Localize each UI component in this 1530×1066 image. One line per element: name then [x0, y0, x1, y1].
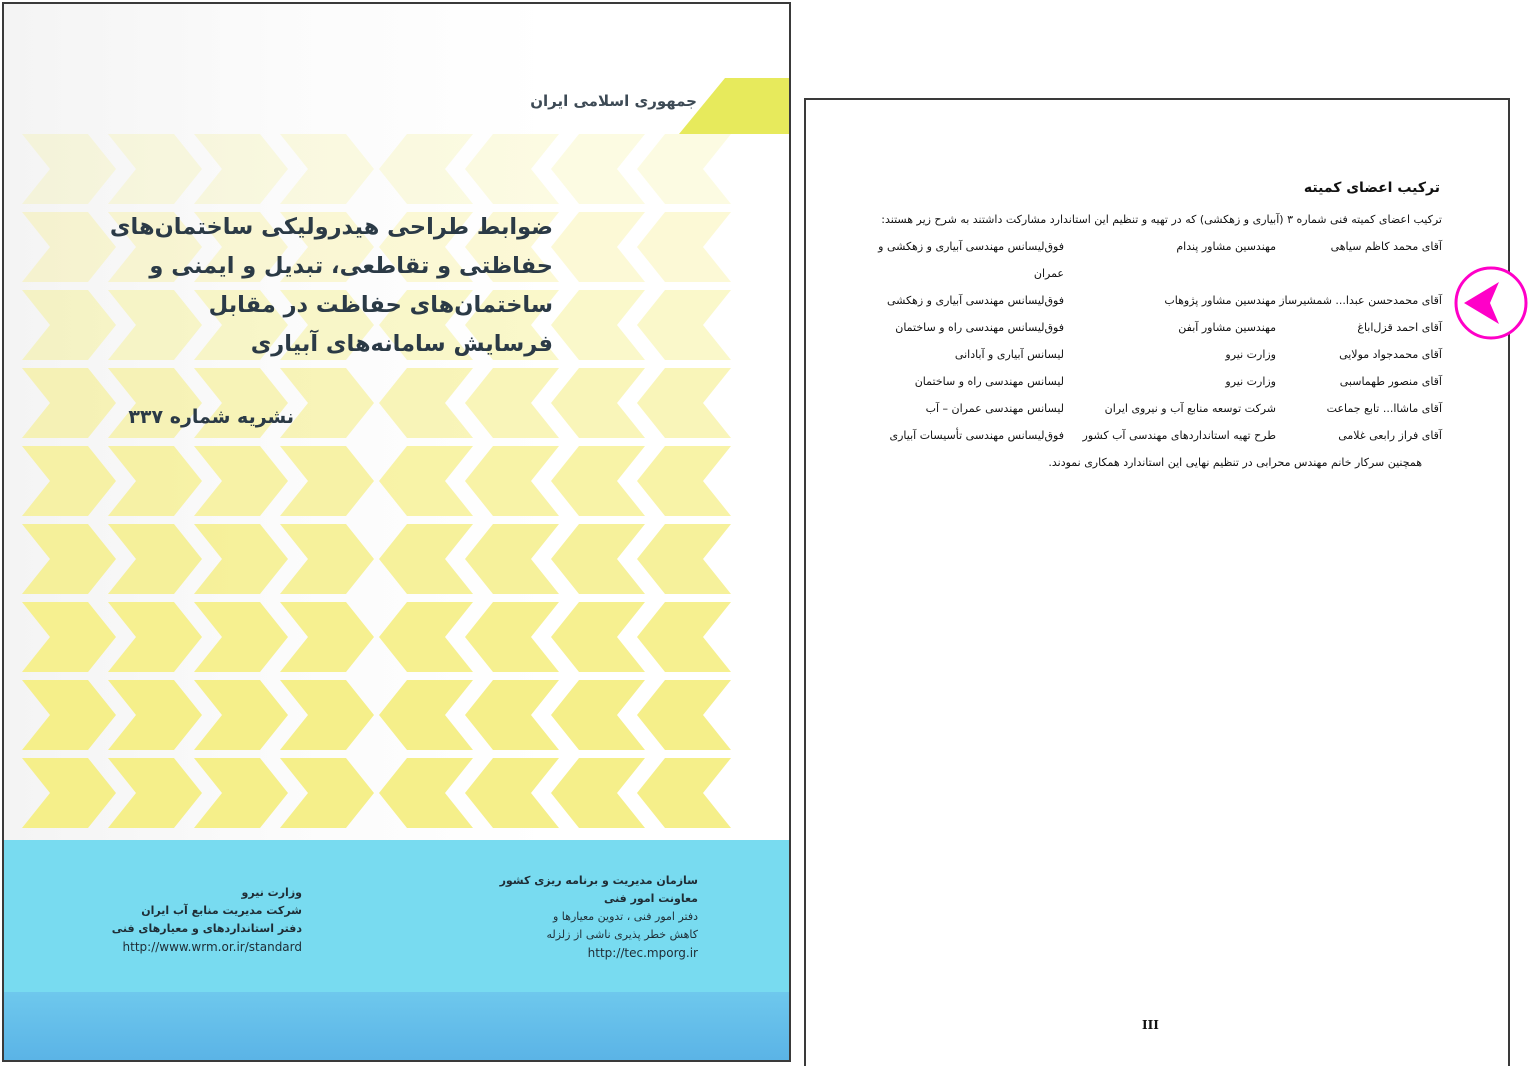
chevron-shape [637, 290, 731, 360]
chevron-shape [280, 758, 374, 828]
member-affiliation: وزارت نیرو [1225, 348, 1276, 361]
publisher-office-2: کاهش خطر پذیری ناشی از زلزله [546, 928, 698, 941]
acknowledgement-note: همچنین سرکار خانم مهندس محرابی در تنظیم نهایی این استاندارد همکاری نمودند. [1048, 456, 1422, 469]
chevron-shape [551, 446, 645, 516]
chevron-shape [379, 524, 473, 594]
title-line: ضوابط طراحی هیدرولیکی ساختمان‌های [109, 214, 553, 240]
chevron-shape [108, 524, 202, 594]
member-degree: فوق‌لیسانس مهندسی راه و ساختمان [895, 321, 1064, 334]
ministry-company: شرکت مدیریت منابع آب ایران [141, 904, 302, 917]
chevron-shape [108, 758, 202, 828]
chevron-shape [194, 446, 288, 516]
chevron-shape [551, 758, 645, 828]
member-affiliation: طرح تهیه استانداردهای مهندسی آب کشور [1082, 429, 1276, 442]
chevron-shape [22, 368, 116, 438]
chevron-shape [551, 290, 645, 360]
chevron-shape [379, 680, 473, 750]
member-name: آقای فراز رابعی غلامی [1338, 429, 1442, 442]
member-degree: فوق‌لیسانس مهندسی تأسیسات آبیاری [889, 429, 1064, 442]
member-affiliation: مهندسین مشاور پندام [1176, 240, 1276, 253]
arrow-left-icon[interactable] [1452, 266, 1530, 340]
chevron-shape [280, 446, 374, 516]
chevron-shape [637, 524, 731, 594]
publisher-url[interactable]: http://tec.mporg.ir [587, 946, 698, 960]
chevron-shape [194, 602, 288, 672]
chevron-shape [551, 602, 645, 672]
member-affiliation: مهندسین مشاور آبفن [1178, 321, 1276, 334]
chevron-shape [637, 212, 731, 282]
chevron-shape [22, 602, 116, 672]
chevron-pattern [4, 4, 789, 840]
chevron-shape [194, 134, 288, 204]
chevron-shape [379, 602, 473, 672]
chevron-shape [465, 680, 559, 750]
chevron-shape [465, 602, 559, 672]
title-line: ساختمان‌های حفاظت در مقابل [208, 292, 553, 318]
member-name: آقای احمد قزل‌اباغ [1357, 321, 1442, 334]
chevron-shape [280, 368, 374, 438]
member-name: آقای محمدحسن عبدا... شمشیرساز [1279, 294, 1442, 307]
chevron-shape [22, 524, 116, 594]
chevron-shape [22, 758, 116, 828]
chevron-shape [379, 758, 473, 828]
chevron-shape [22, 680, 116, 750]
page-number: III [1142, 1018, 1159, 1032]
member-name: آقای منصور طهماسبی [1339, 375, 1442, 388]
chevron-shape [465, 134, 559, 204]
chevron-shape [22, 446, 116, 516]
chevron-shape [637, 680, 731, 750]
committee-page [804, 98, 1510, 1066]
ministry-url[interactable]: http://www.wrm.or.ir/standard [122, 940, 302, 954]
cover-title [110, 208, 553, 364]
chevron-shape [108, 680, 202, 750]
publisher-block [500, 872, 698, 962]
cover-page [2, 2, 791, 1062]
chevron-shape [465, 368, 559, 438]
chevron-shape [280, 524, 374, 594]
chevron-shape [22, 134, 116, 204]
chevron-shape [551, 134, 645, 204]
member-affiliation: وزارت نیرو [1225, 375, 1276, 388]
publisher-name: سازمان مدیریت و برنامه ریزی کشور [499, 874, 698, 887]
issue-number: نشریه شماره ۳۳۷ [128, 406, 294, 428]
chevron-shape [108, 134, 202, 204]
member-degree: فوق‌لیسانس مهندسی آبیاری و زهکشی [886, 294, 1064, 307]
chevron-shape [108, 602, 202, 672]
chevron-shape [465, 758, 559, 828]
chevron-shape [379, 446, 473, 516]
member-name: آقای ماشا‌ا... تابع جماعت [1326, 402, 1442, 415]
blue-band [4, 992, 789, 1062]
chevron-shape [551, 680, 645, 750]
chevron-shape [194, 758, 288, 828]
chevron-shape [280, 602, 374, 672]
title-line: فرسایش سامانه‌های آبیاری [250, 331, 553, 357]
member-degree: لیسانس مهندسی عمران – آب [925, 402, 1064, 415]
member-degree: لیسانس مهندسی راه و ساختمان [914, 375, 1064, 388]
chevron-shape [379, 134, 473, 204]
ministry-office: دفتر استانداردهای و معیارهای فنی [111, 922, 302, 935]
chevron-shape [551, 524, 645, 594]
chevron-shape [465, 446, 559, 516]
chevron-shape [465, 524, 559, 594]
chevron-shape [637, 368, 731, 438]
member-name: آقای محمدجواد مولایی [1339, 348, 1442, 361]
member-affiliation: شرکت توسعه منابع آب و نیروی ایران [1104, 402, 1276, 415]
page-title: ترکیب اعضای کمیته [1303, 180, 1440, 196]
chevron-shape [551, 212, 645, 282]
chevron-shape [379, 368, 473, 438]
chevron-shape [194, 680, 288, 750]
chevron-shape [194, 524, 288, 594]
chevron-shape [637, 758, 731, 828]
title-line: حفاظتی و تقاطعی، تبدیل و ایمنی و [149, 253, 553, 279]
publisher-division: معاونت امور فنی [603, 892, 698, 905]
member-degree: فوق‌لیسانس مهندسی آبیاری و زهکشی و [878, 240, 1064, 253]
republic-label: جمهوری اسلامی ایران [530, 92, 697, 110]
intro-text: ترکیب اعضای کمیته فنی شماره ۳ (آبیاری و زهکشی) که در تهیه و تنظیم این استاندارد مشارکت داشتند به شرح زیر هستند: [881, 213, 1442, 226]
chevron-shape [280, 134, 374, 204]
chevron-shape [551, 368, 645, 438]
member-affiliation: مهندسین مشاور پژوهاب [1164, 294, 1276, 307]
chevron-shape [22, 212, 116, 282]
member-name: آقای محمد کاظم سیاهی [1330, 240, 1442, 253]
chevron-shape [108, 446, 202, 516]
member-degree-cont: عمران [1033, 267, 1064, 280]
ministry-name: وزارت نیرو [241, 886, 302, 899]
ministry-block [112, 884, 302, 956]
chevron-shape [637, 446, 731, 516]
chevron-shape [22, 290, 116, 360]
chevron-shape [637, 134, 731, 204]
member-degree: لیسانس آبیاری و آبادانی [954, 348, 1064, 361]
chevron-shape [637, 602, 731, 672]
publisher-office: دفتر امور فنی ، تدوین معیارها و [553, 910, 698, 923]
chevron-shape [280, 680, 374, 750]
